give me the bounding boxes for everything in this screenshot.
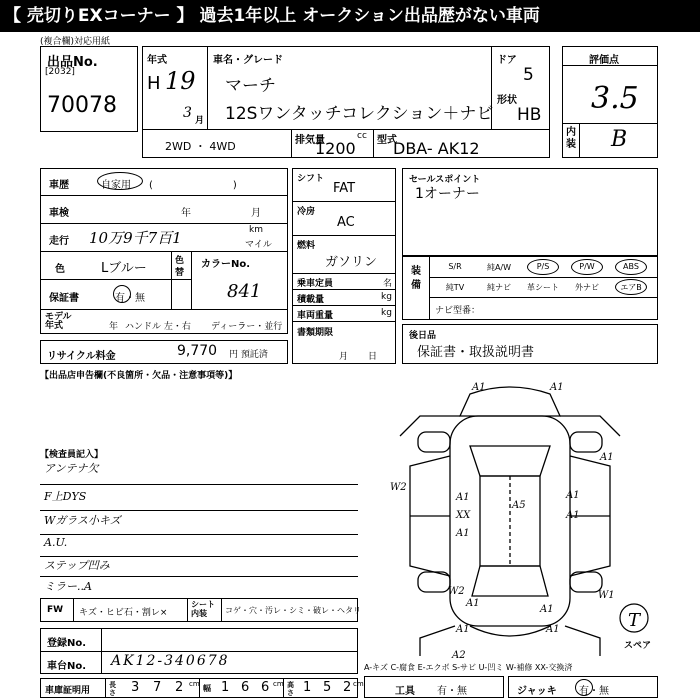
car-grade: 12Sワンタッチコレクション＋ナビ [225, 104, 494, 124]
shift-value: FAT [333, 181, 356, 196]
lot-label: 出品No. [47, 55, 98, 70]
month-unit: 月 [195, 116, 205, 126]
dim-length-unit: cm [189, 680, 200, 688]
model-value: DBA- AK12 [393, 139, 480, 158]
lot-tag: [2032] [45, 67, 75, 77]
recycle-label: リサイクル料金 [47, 351, 116, 362]
year-era: H [147, 73, 161, 94]
spare-label: スペア [624, 641, 652, 651]
damage-mark: A5 [512, 500, 526, 511]
mileage-unit-mile: マイル [245, 240, 272, 250]
weight-label: 車両重量 [297, 311, 334, 321]
year-value: 19 [165, 67, 196, 95]
lot-number: 70078 [47, 93, 117, 118]
handle-side: ハンドル 左・右 [125, 322, 191, 332]
damage-mark: W2 [390, 482, 407, 493]
recycle-unit: 円 預託済 [229, 350, 268, 360]
car-info-box [142, 46, 550, 158]
interior-value: B [611, 127, 628, 152]
extras-box [402, 324, 658, 364]
dim-height-d3: 2 [343, 680, 352, 695]
equip-airbag: エアB [620, 283, 642, 292]
displacement-value: 1200 [315, 139, 356, 158]
damage-mark: A1 [600, 452, 614, 463]
mileage-label: 走行 [49, 236, 69, 247]
mileage-value: 10万9千7百1 [89, 229, 182, 247]
equip-oem-tv: 純TV [445, 283, 465, 292]
damage-mark: A1 [566, 510, 580, 521]
damage-mark: A2 [452, 650, 466, 661]
damage-mark: A1 [546, 624, 560, 635]
damage-mark: W2 [448, 586, 465, 597]
dim-height-d1: 1 [303, 680, 312, 695]
inspector-label: 【検査員記入】 [40, 450, 104, 460]
warranty-value: 有・無 [115, 293, 145, 304]
recycle-value: 9,770 [177, 343, 218, 359]
history-value: 自家用 [101, 180, 131, 191]
displacement-label: 排気量 [295, 135, 325, 146]
tools-value: 有・無 [437, 686, 467, 697]
model-label: 型式 [377, 135, 397, 146]
equip-oem-navi: 純ナビ [487, 283, 511, 292]
sales-point-box [402, 168, 658, 256]
car-name-label: 車名・グレード [213, 55, 283, 66]
shift-label: シフト [297, 174, 325, 184]
details-box [40, 168, 288, 334]
jack-label: ジャッキ [517, 686, 557, 697]
damage-mark: A1 [472, 382, 486, 393]
car-damage-diagram [360, 376, 660, 666]
score-box [562, 46, 658, 158]
docs-deadline-label: 書類期限 [297, 328, 334, 338]
sales-point-value: 1オーナー [415, 186, 480, 202]
dim-width-unit: cm [273, 680, 284, 688]
year-month: 3 [183, 105, 192, 121]
equip-alloy-wheels: 純A/W [486, 263, 512, 272]
damage-mark: XX [456, 510, 471, 521]
dim-width-d3: 6 [261, 680, 270, 695]
dim-height-label: 高さ [287, 681, 294, 697]
equip-power-steering: P/S [536, 262, 550, 271]
inspector-note: Wガラス小キズ [44, 514, 121, 527]
fuel-label: 燃料 [297, 241, 316, 251]
damage-mark: W1 [598, 590, 615, 601]
equip-aftermarket-navi: 外ナビ [575, 283, 599, 292]
inspector-note: ステップ凹み [44, 559, 110, 572]
inspector-note: A.U. [44, 536, 68, 549]
history-label: 車歴 [49, 180, 69, 191]
equip-sunroof: S/R [448, 262, 462, 271]
color-code-label: カラーNo. [201, 259, 251, 270]
fw-text: キズ・ヒビ石・割レ× [79, 608, 168, 618]
aircon-label: 冷房 [297, 207, 316, 217]
score-value: 3.5 [591, 81, 639, 116]
mileage-unit-km: km [249, 225, 263, 235]
jack-box [508, 676, 658, 698]
load-label: 積載量 [297, 295, 325, 305]
dim-height-d2: 5 [323, 680, 332, 695]
inspector-note: ミラー..A [44, 580, 92, 593]
capacity-unit: 名 [383, 279, 393, 289]
equip-leather-seat: 革シート [527, 283, 559, 292]
navi-model-label: ナビ型番： [435, 306, 481, 316]
color-change-label: 色替 [175, 256, 185, 278]
tools-box [364, 676, 504, 698]
history-paren: ( ) [149, 180, 237, 191]
equipment-label: 装備 [411, 266, 421, 291]
inspector-note: アンテナ欠 [44, 462, 99, 475]
damage-legend: A-キズ C-腐食 E-エクボ S-サビ U-凹ミ W-補修 XX-交換済 [364, 663, 573, 672]
extras-label: 後日品 [409, 331, 437, 341]
chassis-number: AK12-340678 [111, 653, 230, 669]
dim-width-label: 幅 [203, 684, 211, 693]
extras-value: 保証書・取扱説明書 [417, 345, 535, 360]
fw-label: FW [47, 605, 64, 615]
inspection-month-unit: 月 [251, 208, 261, 219]
jack-value: 有・無 [579, 686, 609, 697]
warranty-label: 保証書 [49, 293, 79, 304]
lot-box [40, 46, 138, 132]
capacity-label: 乗車定員 [297, 279, 334, 289]
load-unit: kg [381, 292, 392, 302]
drive-type: 2WD ・ 4WD [165, 140, 236, 153]
weight-unit: kg [381, 308, 392, 318]
inspector-note: F上DYS [44, 490, 87, 503]
damage-mark: A1 [466, 598, 480, 609]
model-year-label: モデル年式 [45, 312, 72, 331]
seller-notes-label: 【出品店申告欄(不良箇所・欠品・注意事項等)】 [40, 371, 238, 381]
equip-abs: ABS [623, 262, 639, 271]
model-year-unit: 年 [109, 322, 119, 332]
color-value: Lブルー [101, 261, 147, 276]
aircon-value: AC [337, 215, 355, 230]
inspection-year-unit: 年 [181, 208, 191, 219]
recycle-box [40, 340, 288, 364]
fuel-value: ガソリン [325, 255, 378, 270]
inspection-label: 車検 [49, 208, 69, 219]
spare-mark: T [628, 610, 641, 631]
damage-mark: A1 [566, 490, 580, 501]
shape-value: HB [517, 105, 542, 125]
docs-deadline-unit: 月日 [339, 352, 398, 362]
dim-length-d2: 7 [153, 680, 162, 695]
interior-label: 内装 [566, 127, 576, 150]
registration-label: 登録No. [47, 638, 87, 649]
seat-text: コゲ・穴・汚レ・シミ・破レ・ヘタリ [225, 606, 361, 615]
damage-mark: A1 [550, 382, 564, 393]
dim-length-d3: 2 [175, 680, 184, 695]
dim-width-d1: 1 [221, 680, 230, 695]
car-name: マーチ [225, 76, 276, 96]
chassis-label: 車台No. [47, 661, 87, 672]
dealer-type: ディーラー・並行 [211, 322, 283, 332]
dim-height-unit: cm [353, 680, 364, 688]
damage-mark: A1 [456, 492, 470, 503]
equipment-box [402, 256, 658, 320]
form-note: (複合欄)対応用紙 [40, 37, 111, 47]
dim-length-label: 長さ [109, 681, 116, 697]
dim-width-d2: 6 [241, 680, 250, 695]
color-code: 841 [227, 281, 262, 302]
equip-power-windows: P/W [579, 262, 595, 271]
damage-mark: A1 [456, 624, 470, 635]
garage-cert-box [40, 678, 364, 698]
banner-header: 【 売切りEXコーナー 】 過去1年以上 オークション出品歴がない車両 [0, 0, 700, 32]
damage-mark: A1 [456, 528, 470, 539]
damage-mark: A1 [540, 604, 554, 615]
doors-value: 5 [523, 65, 534, 85]
score-label: 評価点 [589, 55, 619, 66]
shape-label: 形状 [497, 95, 517, 106]
spec-box [292, 168, 396, 364]
doors-label: ドア [497, 55, 517, 66]
dim-length-d1: 3 [131, 680, 152, 695]
color-label: 色 [55, 264, 65, 275]
fw-seat-box [40, 598, 361, 622]
year-label: 年式 [147, 55, 167, 66]
sales-point-label: セールスポイント [409, 175, 481, 185]
tools-label: 工具 [395, 686, 415, 697]
seat-label: シート内装 [191, 600, 215, 618]
displacement-unit: cc [357, 131, 367, 141]
registration-box [40, 628, 358, 674]
cert-label: 車庫証明用 [45, 686, 91, 696]
